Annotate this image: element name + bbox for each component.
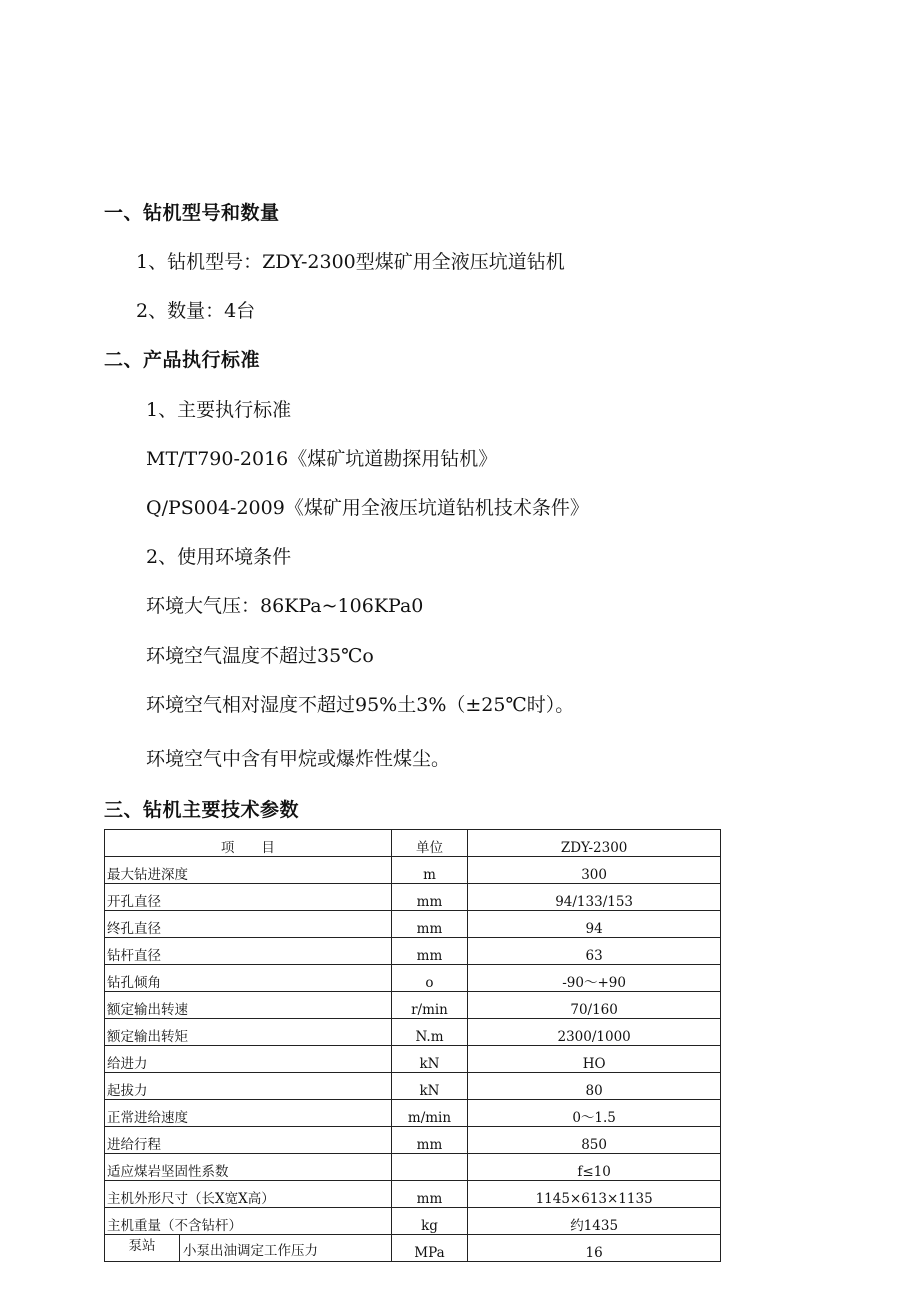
- row-value: 80: [468, 1073, 721, 1100]
- table-row: [105, 1046, 721, 1073]
- row-item: 终孔直径: [105, 911, 392, 938]
- row-unit: mm: [391, 1181, 468, 1208]
- env-temperature: 环境空气温度不超过35℃o: [146, 645, 374, 667]
- row-item: 适应煤岩坚固性系数: [105, 1154, 392, 1181]
- row-item: 进给行程: [105, 1127, 392, 1154]
- standard-q-ps004: Q/PS004-2009《煤矿用全液压坑道钻机技术条件》: [146, 497, 589, 519]
- table-row: [105, 884, 721, 911]
- row-item: 最大钻进深度: [105, 857, 392, 884]
- row-unit: kN: [391, 1046, 468, 1073]
- row-item: 额定输出转速: [105, 992, 392, 1019]
- row-unit: mm: [391, 911, 468, 938]
- row-value: 约1435: [468, 1208, 721, 1235]
- pump-value: 16: [468, 1235, 721, 1262]
- row-value: 0～1.5: [468, 1100, 721, 1127]
- row-unit: o: [391, 965, 468, 992]
- section-1-title: 一、钻机型号和数量: [104, 202, 280, 224]
- row-item: 钻孔倾角: [105, 965, 392, 992]
- row-value: -90～+90: [468, 965, 721, 992]
- table-row-pump: [105, 1235, 721, 1262]
- row-unit: kN: [391, 1073, 468, 1100]
- row-item: 起拔力: [105, 1073, 392, 1100]
- environment-subtitle: 2、使用环境条件: [146, 546, 292, 568]
- table-row: [105, 992, 721, 1019]
- tech-params-table: [104, 829, 721, 1262]
- pump-unit: MPa: [391, 1235, 468, 1262]
- table-row: [105, 857, 721, 884]
- row-value: f≤10: [468, 1154, 721, 1181]
- row-value: 63: [468, 938, 721, 965]
- quantity-line: 2、数量：4台: [136, 300, 256, 322]
- pump-group-label: 泵站: [105, 1235, 180, 1261]
- header-unit: 单位: [391, 830, 468, 857]
- env-pressure: 环境大气压：86KPa~106KPa0: [146, 595, 424, 617]
- row-unit: m/min: [391, 1100, 468, 1127]
- table-row: [105, 965, 721, 992]
- drill-model-line: 1、钻机型号：ZDY-2300型煤矿用全液压坑道钻机: [136, 251, 565, 273]
- row-value: HO: [468, 1046, 721, 1073]
- table-row: [105, 1154, 721, 1181]
- table-header-row: [105, 830, 721, 857]
- row-item: 开孔直径: [105, 884, 392, 911]
- row-value: 850: [468, 1127, 721, 1154]
- standard-mt-t790: MT/T790-2016《煤矿坑道勘探用钻机》: [146, 448, 498, 470]
- row-value: 1145×613×1135: [468, 1181, 721, 1208]
- row-item: 给进力: [105, 1046, 392, 1073]
- env-humidity: 环境空气相对湿度不超过95%土3%（±25℃时）。: [146, 694, 575, 716]
- row-unit: mm: [391, 1127, 468, 1154]
- row-value: 2300/1000: [468, 1019, 721, 1046]
- header-item: 项 目: [105, 830, 392, 857]
- table-row: [105, 1181, 721, 1208]
- row-item: 正常进给速度: [105, 1100, 392, 1127]
- row-value: 300: [468, 857, 721, 884]
- table-row: [105, 1127, 721, 1154]
- row-item: 额定输出转矩: [105, 1019, 392, 1046]
- row-value: 94/133/153: [468, 884, 721, 911]
- row-unit: N.m: [391, 1019, 468, 1046]
- row-unit: [391, 1154, 468, 1181]
- row-item: 主机外形尺寸（长X宽X高）: [105, 1181, 392, 1208]
- env-methane: 环境空气中含有甲烷或爆炸性煤尘。: [146, 748, 451, 770]
- section-2-title: 二、产品执行标准: [104, 349, 261, 371]
- pump-item-label: 小泵出油调定工作压力: [183, 1243, 318, 1259]
- row-unit: mm: [391, 938, 468, 965]
- table-row: [105, 938, 721, 965]
- table-row: [105, 1100, 721, 1127]
- section-3-title: 三、钻机主要技术参数: [104, 799, 300, 821]
- pump-item-cell: [105, 1235, 392, 1262]
- table-row: [105, 1208, 721, 1235]
- main-standards-subtitle: 1、主要执行标准: [146, 399, 292, 421]
- row-unit: kg: [391, 1208, 468, 1235]
- row-item: 钻杆直径: [105, 938, 392, 965]
- row-item: 主机重量（不含钻杆）: [105, 1208, 392, 1235]
- row-unit: m: [391, 857, 468, 884]
- row-unit: mm: [391, 884, 468, 911]
- row-unit: r/min: [391, 992, 468, 1019]
- table-row: [105, 1019, 721, 1046]
- row-value: 94: [468, 911, 721, 938]
- table-row: [105, 1073, 721, 1100]
- row-value: 70/160: [468, 992, 721, 1019]
- table-row: [105, 911, 721, 938]
- header-model: ZDY-2300: [468, 830, 721, 857]
